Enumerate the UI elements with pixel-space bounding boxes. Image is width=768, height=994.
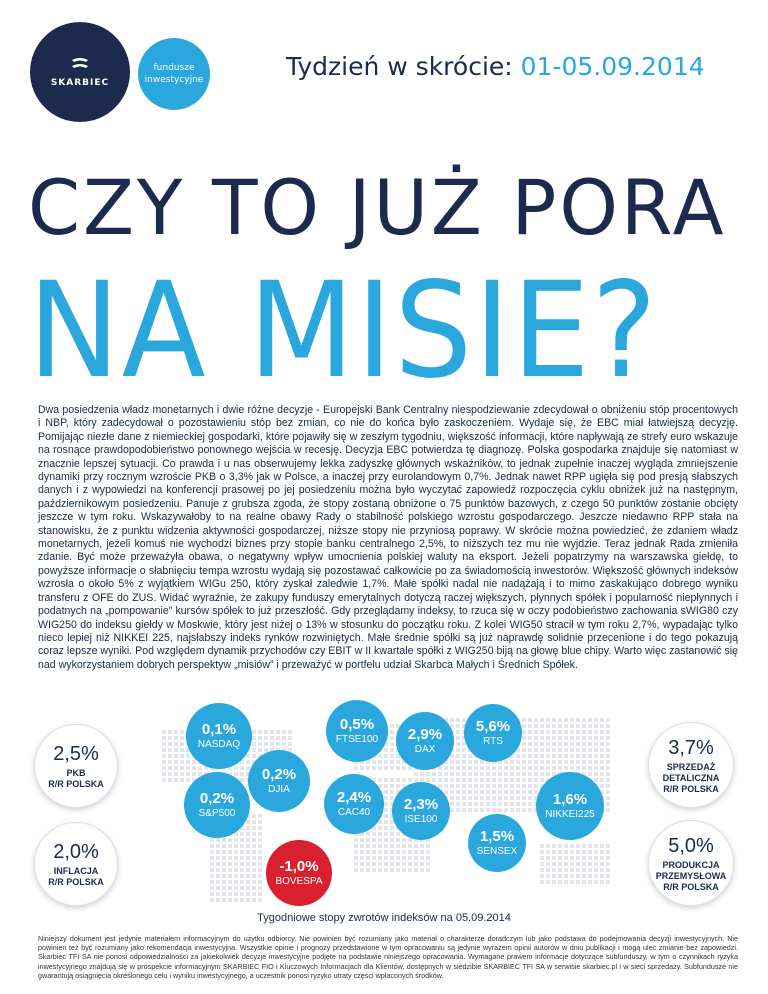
index-value: 2,3% — [403, 796, 439, 813]
macro-bubble-produkcja — [648, 820, 734, 906]
macro-label: DETALICZNA — [662, 772, 720, 783]
macro-label: INFLACJA — [53, 866, 99, 876]
index-bubble-nasdaq — [186, 703, 252, 769]
index-label: RTS — [483, 736, 503, 747]
macro-label: R/R POLSKA — [663, 881, 719, 892]
brand-name: SKARBIEC — [50, 78, 110, 88]
index-value: 0,2% — [261, 766, 297, 783]
macro-label: R/R POLSKA — [663, 783, 719, 794]
macro-value: 2,0% — [53, 841, 99, 863]
macro-label: PKB — [66, 768, 86, 778]
index-label: DJIA — [268, 784, 290, 795]
macro-bubble-sprzedaz — [648, 722, 734, 808]
index-bubble-sp500 — [184, 772, 250, 838]
page-title-text: Tydzień w skrócie: — [286, 52, 513, 81]
legal-disclaimer: Niniejszy dokument jest jedynie materiałem informacyjnym do użytku odbiorcy. Nie powinien być rozumiany jako materiał o charakterze doradczym lub jako podstawa do podejmowania decyzji inwestycyjnych. Nie powinien też być rozumiany jako rekomendacja inwestycyjna. Wszystkie opinie i prognozy przedstawione w tym opracowaniu są jedynie wyrazem opinii autorów w dniu publikacji i mogą ulec zmianie bez zapowiedzi. Skarbiec TFI SA nie ponosi odpowiedzialności za jakiekolwiek decyzje inwestycyjne podjęte na podstawie niniejszego opracowania. Wymagane prawem informacje dotyczące subfunduszy, w tym o czynnikach ryzyka inwestycyjnego znajdują się w prospekcie informacyjnym SKARBIEC FIO i Kluczowych Informacjach dla Klientów, dostępnych w siedzibie SKARBIEC TFI SA w serwisie skarbiec.pl i w sieci sprzedaży. Subfundusze nie gwarantują osiągnięcia określonego celu i wyniku inwestycyjnego, a uczestnik ponosi ryzyko utraty części wpłaconych środków. — [38, 934, 738, 980]
headline-line1: CZY TO JUŻ PORA — [28, 163, 727, 252]
index-value: 2,4% — [336, 789, 372, 806]
macro-value: 3,7% — [668, 736, 714, 759]
map-caption: Tygodniowe stopy zwrotów indeksów na 05.09.2014 — [257, 912, 511, 924]
index-label: FTSE100 — [335, 734, 379, 745]
index-bubble-dax — [396, 712, 454, 770]
index-label: DAX — [414, 744, 436, 755]
index-value: 5,6% — [475, 718, 511, 735]
index-label: NIKKEI225 — [545, 809, 595, 820]
index-bubble-ftse100 — [326, 700, 388, 762]
index-bubble-rts — [464, 704, 522, 762]
skarbiec-mark-icon — [70, 56, 90, 72]
brand-tagline: fundusze inwestycyjne — [138, 38, 210, 110]
index-label: CAC40 — [337, 807, 371, 818]
index-value: 1,6% — [552, 791, 588, 808]
macro-value: 2,5% — [53, 743, 99, 765]
macro-label: PRODUKCJA — [662, 859, 720, 870]
index-label: NASDAQ — [197, 739, 241, 750]
index-bubble-cac40 — [324, 774, 384, 834]
index-bubble-djia — [248, 750, 310, 812]
macro-label: R/R POLSKA — [48, 877, 104, 887]
index-label: S&P500 — [198, 808, 236, 819]
macro-value: 5,0% — [668, 834, 714, 857]
index-bubble-nikkei225 — [536, 772, 604, 840]
macro-bubble-pkb — [34, 724, 118, 808]
index-bubble-ise100 — [392, 782, 450, 840]
macro-label: SPRZEDAŻ — [666, 761, 716, 772]
index-bubble-bovespa — [266, 840, 332, 906]
index-value: 1,5% — [479, 828, 515, 845]
macro-label: PRZEMYSŁOWA — [655, 870, 727, 881]
headline-line2: NA MISIE? — [28, 254, 659, 408]
index-value: 2,9% — [407, 726, 443, 743]
macro-bubble-inflacja — [34, 822, 118, 906]
index-value: -1,0% — [279, 858, 319, 875]
index-label: SENSEX — [476, 846, 518, 857]
brand-logo — [30, 22, 230, 122]
index-value: 0,2% — [199, 790, 235, 807]
article-body: Dwa posiedzenia władz monetarnych i dwie różne decyzje - Europejski Bank Centralny niespodziewanie zdecydował o obniżeniu stóp procentowych i NBP, który zadecydował o pozostawieniu stóp bez zmian, co nie do końca było zaskoczeniem. Wydaje się, że EBC miał łatwiejszą decyzję. Pomijając niezłe dane z niemieckiej gospodarki, które pojawiły się w zeszłym tygodniu, większość informacji, które napływają ze strefy euro wskazuje na rosnące prawdopodobieństwo ponownego wejścia w recesję. Decyzja EBC potwierdza tę diagnozę. Polska gospodarka znajduje się natomiast w znacznie lepszej sytuacji. Co prawda i u nas obserwujemy lekka zadyszkę głównych wskaźników, to jednak zupełnie inaczej wygląda zmniejszenie dynamiki przy rocznym wzroście PKB o 3,3% jak w Polsce, a inaczej przy eurolandowym 0,7%. Jednak nawet RPP ugięła się pod presją słabszych danych i z wypowiedzi na konferencji prasowej po jej posiedzeniu można było wyczytać zapowiedź rozpoczęcia cyklu obniżek już na następnym, październikowym posiedzeniu. Panuje z grubsza zgoda, że stopy zostaną obniżone o 75 punktów bazowych, z czego 50 punktów zostanie obcięty jeszcze w tym roku. Wskazywałoby to na realne obawy Rady o stabilność polskiego wzrostu gospodarczego. Jeszcze niedawno RPP stała na stanowisku, że z punktu widzenia aktywności gospodarczej, niższe stopy nie przyniosą poprawy. W skrócie można powiedzieć, że zdaniem władz monetarnych, jeżeli komuś nie wychodzi biznes przy stopie banku centralnego 2,5%, to niższych tez mu nie wyjdzie. Teraz jednak Rada zmieniła zdanie. Być może przeważyła obawa, o negatywny wpływ umocnienia polskiej waluty na eksport. Jeżeli popatrzymy na warszawska giełdę, to powyższe informacje o słabnięciu tempa wzrostu wydają się pozostawać całkowicie po za świadomością inwestorów. Większość głównych indeksów wzrosła o około 5% z wyjątkiem WIGu 250, który zyskał zaledwie 1,7%. Małe spółki nadal nie nadążają i to mimo zaskakująco dobrego wyniku transferu z OFE do ZUS. Widać wyraźnie, że zakupy funduszy emerytalnych dotyczą raczej większych, płynnych spółek i popularność niepłynnych i podatnych na „pompowanie” kursów spółek to już przeszłość. Gdy przeglądamy indeksy, to rzuca się w oczy podobieństwo zachowania sWIG80 czy WIG250 do indeksu giełdy w Moskwie, który jest niżej o 13% w stosunku do początku roku. Z kolei WIG50 stracił w tym roku 2,7%, wypadając tylko nieco lepiej niż NIKKEI 225, najsłabszy indeks rynków rozwiniętych. Małe średnie spółki są już naprawdę solidnie przecenione i do tego pokazują coraz lepsze wyniki. Pod względem dynamik przychodów czy EBIT w II kwartale spółki z WIG250 biją na głowę blue chipy. Warto więc zastanowić się nad wykorzystaniem dobrych perspektyw „misiów” i przeważyć w portfelu udział Skarbca Małych i Średnich Spółek. — [38, 404, 738, 671]
macro-label: R/R POLSKA — [48, 779, 104, 789]
index-label: BOVESPA — [275, 876, 323, 887]
page-title-date: 01-05.09.2014 — [520, 52, 705, 81]
page-title — [286, 52, 705, 81]
index-bubble-sensex — [468, 814, 526, 872]
logo-circle — [30, 22, 130, 122]
index-value: 0,5% — [339, 716, 375, 733]
index-value: 0,1% — [201, 721, 237, 738]
index-label: ISE100 — [404, 814, 438, 825]
